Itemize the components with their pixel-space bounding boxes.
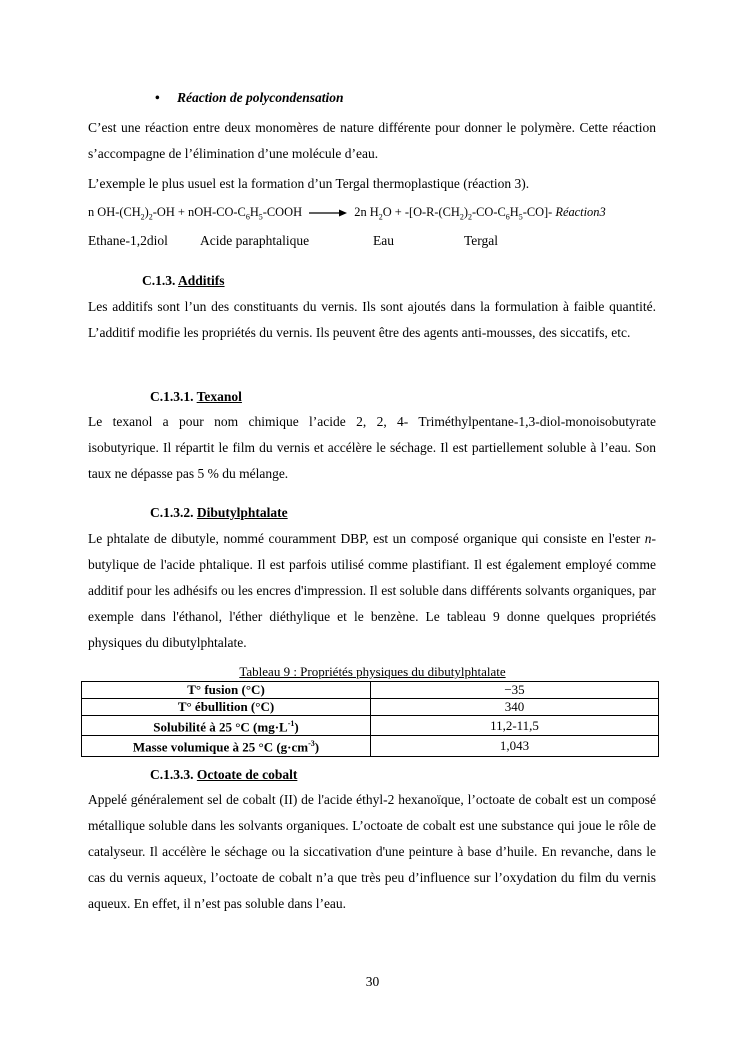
table-caption: Tableau 9 : Propriétés physiques du dibutylphtalate <box>239 664 506 679</box>
reaction-equation <box>88 205 658 221</box>
paragraph-polycondensation: C’est une réaction entre deux monomères de nature différente pour donner le polymère. Cette réaction s’accompagne de l’élimination d’une molécule d’eau. <box>88 120 656 161</box>
label-tergal: Tergal <box>464 233 499 248</box>
page-number: 30 <box>365 974 380 989</box>
section-heading-octoate: C.1.3.3. Octoate de cobalt <box>150 767 298 782</box>
table-row <box>82 699 659 716</box>
table-cell-label: T° ébullition (°C) <box>82 699 371 716</box>
label-eau: Eau <box>373 233 394 248</box>
label-ethanediol: Ethane-1,2diol <box>88 233 168 248</box>
paragraph-example: L’exemple le plus usuel est la formation d’un Tergal thermoplastique (réaction 3). <box>88 176 530 191</box>
equation-reactants: n $OH-(CH_2)_2-OH$ + nOH-$CO-C_6H_5$-COOH <box>88 205 303 222</box>
table-row <box>82 682 659 699</box>
properties-table <box>81 681 659 757</box>
equation-tag: Réaction3 <box>555 205 606 219</box>
table-row <box>82 716 659 736</box>
table-cell-label: T° fusion (°C) <box>82 682 371 699</box>
section-heading-texanol: C.1.3.1. Texanol <box>150 389 242 404</box>
table-cell-label: Masse volumique à 25 °C $(g\cdot cm^{-3})$ <box>82 736 371 756</box>
equation-products: 2n $H_2O + -[O-R-(CH_2)_2-CO-C_6H_5-CO]-$ <box>354 205 553 222</box>
label-acide-paraphtalique: Acide paraphtalique <box>200 233 310 248</box>
reaction-heading: • Réaction de polycondensation <box>155 90 344 105</box>
section-heading-dibutylphtalate: C.1.3.2. Dibutylphtalate <box>150 505 288 520</box>
table-cell-value: −35 <box>371 682 659 699</box>
paragraph-octoate: Appelé généralement sel de cobalt (II) de l'acide éthyl-2 hexanoïque, l’octoate de cobalt est un composé métallique soluble dans les solvants organiques. L’octoate de cobalt est une substance qui joue le rôle de catalyseur. Il accélère le séchage ou la siccativation d'une peinture à base d’huile. En revanche, dans le cas du vernis aqueux, l’octoate de cobalt n’a que très peu d’influence sur l’oxydation du film du vernis aqueux. En effet, il n’est pas soluble dans l’eau. <box>88 792 656 911</box>
table-cell-label: Solubilité à 25 °C $(mg\cdot L^{-1})$ <box>82 716 371 736</box>
table-cell-value: 340 <box>371 699 659 716</box>
table-cell-value: 1,043 <box>371 736 659 756</box>
section-heading-additifs: C.1.3. Additifs <box>142 273 225 288</box>
paragraph-dibutylphtalate: Le phtalate de dibutyle, nommé couramment DBP, est un composé organique qui consiste en l'ester n-butylique de l'acide phtalique. Il est parfois utilisé comme plastifiant. Il est également employé comme additif pour les adhésifs ou les encres d'impression. Il est soluble dans différents solvants organiques, par exemple dans l'éthanol, l'éther diéthylique et le benzène. Le tableau 9 donne quelques propriétés physiques du dibutylphtalate. <box>88 531 656 650</box>
paragraph-texanol: Le texanol a pour nom chimique l’acide 2, 2, 4- Triméthylpentane-1,3-diol-monoisobutyrate isobutyrique. Il répartit le film du vernis et accélère le séchage. Il est partiellement soluble à l’eau. Son taux ne dépasse pas 5 % du mélange. <box>88 414 656 481</box>
bullet-icon: • <box>155 90 160 105</box>
table-cell-value: 11,2-11,5 <box>371 716 659 736</box>
arrow-right-icon <box>309 208 347 218</box>
paragraph-additifs: Les additifs sont l’un des constituants du vernis. Ils sont ajoutés dans la formulation à faible quantité. L’additif modifie les propriétés du vernis. Ils peuvent être des agents anti-mousses, des siccatifs, etc. <box>88 299 656 340</box>
table-row <box>82 736 659 756</box>
